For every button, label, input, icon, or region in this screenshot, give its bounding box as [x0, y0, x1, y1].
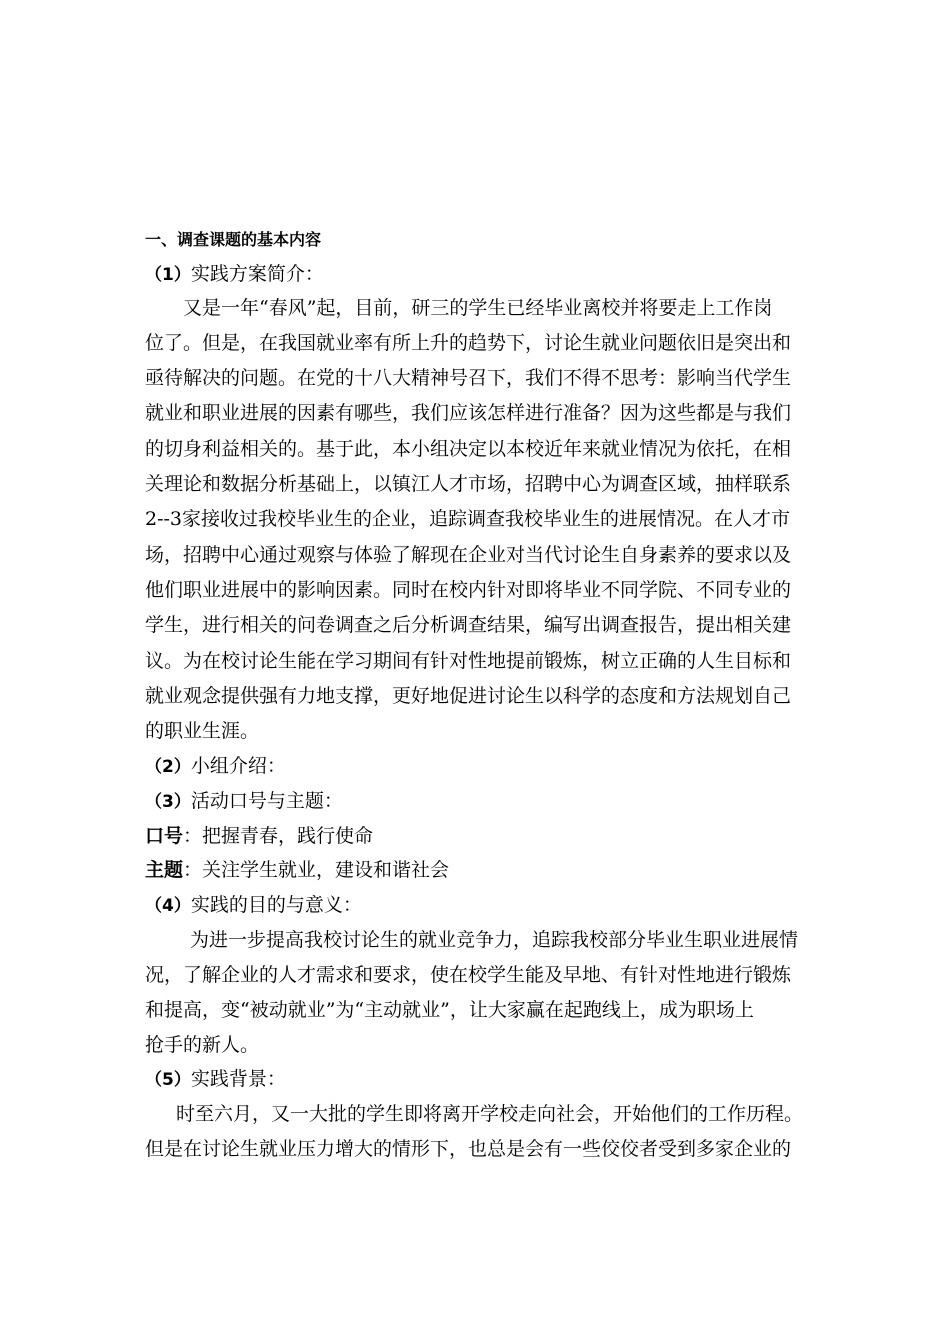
subsection-number: （5）: [145, 1070, 191, 1090]
slogan-text: ：把握青春，践行使命: [183, 825, 374, 847]
paragraph-line: 议。为在校讨论生能在学习期间有针对性地提前锻炼，树立正确的人生目标和: [145, 650, 792, 672]
slogan-label: 口号: [145, 825, 184, 847]
paragraph-line: 又是一年“春风”起，目前，研三的学生已经毕业离校并将要走上工作岗: [183, 297, 773, 319]
section-heading: 一、调查课题的基本内容: [145, 230, 322, 249]
subsection-number: （2）: [145, 757, 191, 777]
subsection-title-4: [145, 893, 805, 918]
subsection-title-text: 实践方案简介：: [190, 263, 324, 285]
subsection-title-3: [145, 789, 805, 814]
theme-text: ：关注学生就业，建设和谐社会: [183, 859, 450, 881]
subsection-title-2: [145, 754, 805, 779]
paragraph-line: 为进一步提高我校讨论生的就业竞争力，追踪我校部分毕业生职业进展情: [190, 929, 799, 951]
subsection-title-text: 实践的目的与意义：: [190, 894, 362, 916]
paragraph-line: 但是在讨论生就业压力增大的情形下，也总是会有一些佼佼者受到多家企业的: [145, 1138, 792, 1160]
paragraph-line: 的职业生涯。: [145, 720, 260, 742]
paragraph-line: 2--3家接收过我校毕业生的企业，追踪调查我校毕业生的进展情况。在人才市: [145, 508, 791, 530]
paragraph-line: 的切身利益相关的。基于此，本小组决定以本校近年来就业情况为依托，在相: [145, 438, 792, 460]
paragraph-line: 位了。但是，在我国就业率有所上升的趋势下，讨论生就业问题依旧是突出和: [145, 332, 792, 354]
paragraph-line: 学生，进行相关的问卷调查之后分析调查结果，编写出调查报告，提出相关建: [145, 614, 792, 636]
paragraph-line: 时至六月，又一大批的学生即将离开学校走向社会，开始他们的工作历程。: [176, 1103, 804, 1125]
subsection-title-text: 活动口号与主题：: [190, 790, 343, 812]
subsection-number: （3）: [145, 792, 191, 812]
slogan-line: [145, 824, 805, 848]
subsection-title-1: [145, 262, 805, 287]
paragraph-line: 就业观念提供强有力地支撑，更好地促进讨论生以科学的态度和方法规划自己: [145, 685, 792, 707]
theme-label: 主题: [145, 859, 184, 881]
paragraph-line: 关理论和数据分析基础上，以镇江人才市场，招聘中心为调查区域，抽样联系: [145, 473, 792, 495]
paragraph-line: 他们职业进展中的影响因素。同时在校内针对即将毕业不同学院、不同专业的: [145, 579, 792, 601]
theme-line: [145, 858, 805, 882]
paragraph-line: 场，招聘中心通过观察与体验了解现在企业对当代讨论生自身素养的要求以及: [145, 544, 792, 566]
subsection-title-5: [145, 1067, 805, 1092]
paragraph-line: 和提高，变“被动就业”为“主动就业”，让大家赢在起跑线上，成为职场上: [145, 999, 754, 1021]
paragraph-line: 亟待解决的问题。在党的十八大精神号召下，我们不得不思考：影响当代学生: [145, 367, 792, 389]
subsection-title-text: 小组介绍：: [190, 755, 286, 777]
paragraph-line: 就业和职业进展的因素有哪些，我们应该怎样进行准备？因为这些都是与我们: [145, 402, 792, 424]
subsection-number: （1）: [145, 265, 191, 285]
paragraph-line: 况，了解企业的人才需求和要求，使在校学生能及早地、有针对性地进行锻炼: [145, 964, 792, 986]
subsection-title-text: 实践背景：: [190, 1068, 286, 1090]
subsection-number: （4）: [145, 896, 191, 916]
paragraph-line: 抢手的新人。: [145, 1034, 260, 1056]
